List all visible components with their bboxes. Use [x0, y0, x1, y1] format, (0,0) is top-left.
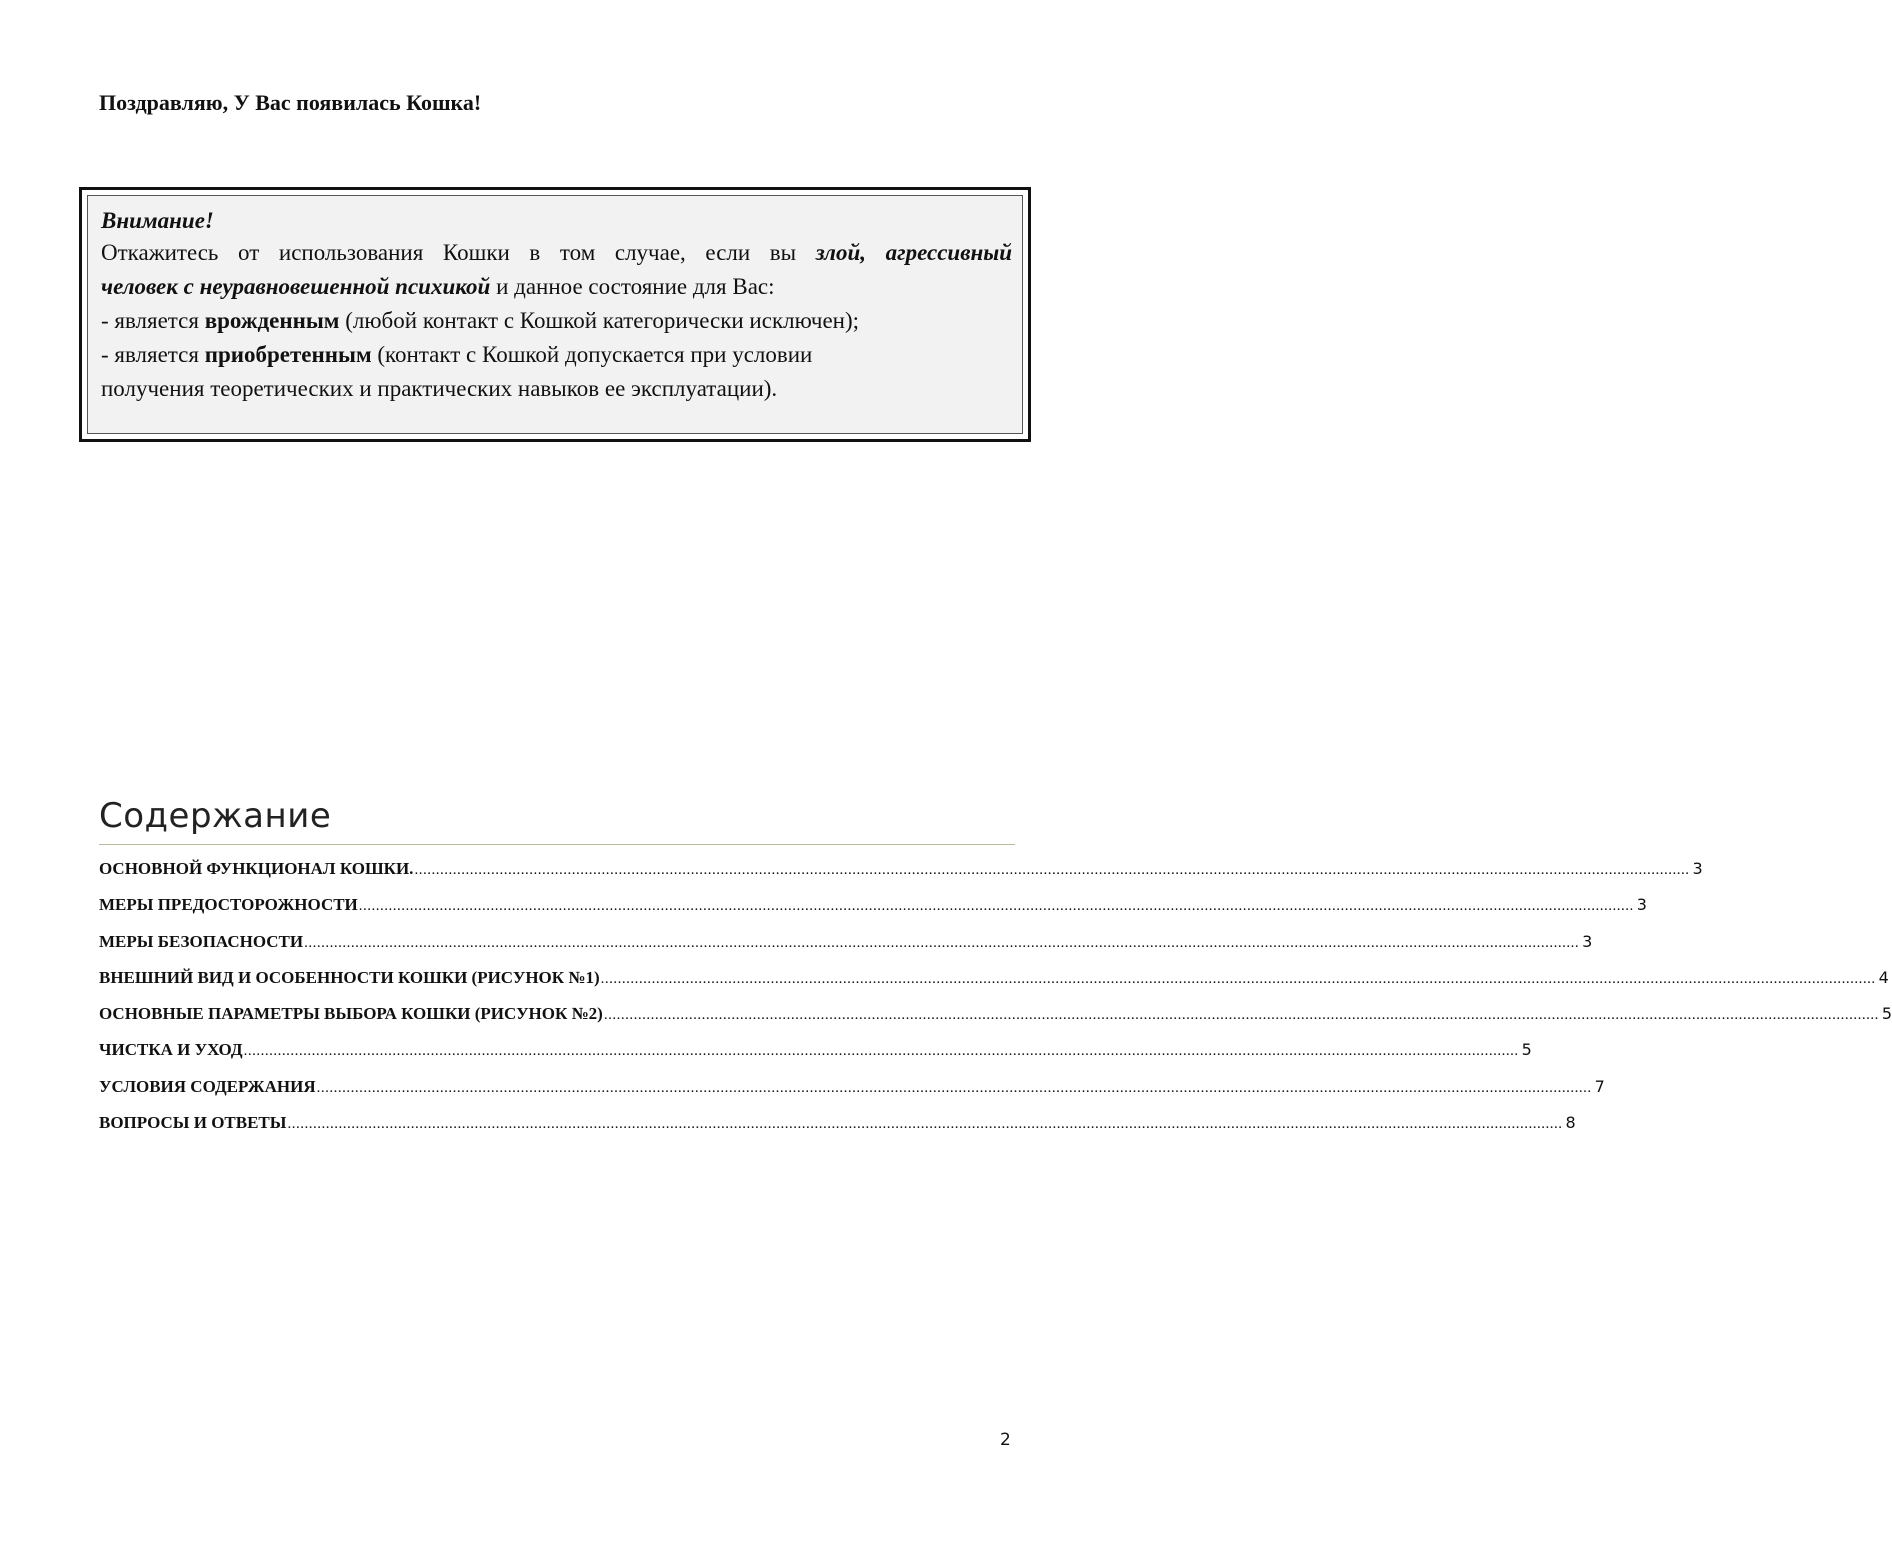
warning-box	[79, 187, 1031, 442]
warning-line-1-text: Откажитесь от использования Кошки в том случае, если вы	[101, 240, 816, 265]
toc-entry[interactable]	[99, 1033, 1532, 1069]
warning-title: Внимание!	[101, 208, 214, 233]
toc-entry-label: МЕРЫ БЕЗОПАСНОСТИ	[99, 931, 304, 951]
warning-line-2	[101, 270, 1012, 304]
warning-line-1	[101, 236, 1012, 270]
toc-entry-label: ВОПРОСЫ И ОТВЕТЫ	[99, 1113, 287, 1133]
toc-entry[interactable]	[99, 961, 1889, 997]
toc-entry[interactable]	[99, 1070, 1605, 1106]
warning-line-3-text: (любой контакт с Кошкой категорически исключен);	[339, 308, 860, 333]
warning-line-3-prefix: - является	[101, 308, 205, 333]
warning-box-inner	[87, 195, 1023, 434]
warning-line-4-bold: приобретенным	[204, 342, 372, 367]
toc-entry[interactable]	[99, 925, 1593, 961]
toc-entry-label: ОСНОВНОЙ ФУНКЦИОНАЛ КОШКИ.	[99, 859, 414, 878]
toc-entry-leader: ............................................................................................................................................................................................................................................................................................................	[358, 898, 1634, 915]
toc-entry[interactable]	[99, 997, 1892, 1033]
toc-entry-page: 3	[1636, 895, 1647, 915]
page-number: 2	[1000, 1430, 1011, 1450]
toc-entry-label: МЕРЫ ПРЕДОСТОРОЖНОСТИ	[99, 895, 358, 915]
toc-entry[interactable]	[99, 888, 1647, 924]
warning-line-2-emphasis: человек с неуравновешенной психикой	[101, 274, 491, 299]
toc-entry[interactable]	[99, 1106, 1576, 1142]
toc-entry-leader: ............................................................................................................................................................................................................................................................................................................	[603, 1007, 1879, 1024]
warning-line-2-text: и данное состояние для Вас:	[490, 274, 775, 299]
toc-entry-page: 7	[1594, 1076, 1605, 1096]
toc-entry-label: ОСНОВНЫЕ ПАРАМЕТРЫ ВЫБОРА КОШКИ (РИСУНОК №2)	[99, 1004, 603, 1024]
toc-entry-leader: ............................................................................................................................................................................................................................................................................................................	[304, 934, 1580, 951]
toc-entry-leader: ............................................................................................................................................................................................................................................................................................................	[414, 862, 1690, 878]
toc-entry-leader: ............................................................................................................................................................................................................................................................................................................	[316, 1079, 1592, 1096]
toc-entry-page: 3	[1692, 859, 1703, 878]
toc-entry-label: УСЛОВИЯ СОДЕРЖАНИЯ	[99, 1076, 316, 1096]
toc-entry-page: 4	[1878, 967, 1889, 987]
toc-entry-page: 5	[1881, 1004, 1892, 1024]
toc-entry-page: 3	[1582, 931, 1593, 951]
toc-entry-page: 8	[1565, 1113, 1576, 1133]
toc-entry-page: 5	[1521, 1040, 1532, 1060]
toc-entry[interactable]	[99, 852, 1703, 888]
warning-line-4	[101, 338, 1012, 372]
toc-entry-label: ВНЕШНИЙ ВИД И ОСОБЕННОСТИ КОШКИ (РИСУНОК №1)	[99, 967, 600, 987]
toc-entry-leader: ............................................................................................................................................................................................................................................................................................................	[287, 1116, 1563, 1133]
toc-entry-leader: ............................................................................................................................................................................................................................................................................................................	[600, 970, 1876, 987]
toc-divider	[99, 844, 1015, 845]
warning-line-3	[101, 304, 1012, 338]
warning-line-1-emphasis: злой, агрессивный	[815, 240, 1012, 265]
toc-title: Содержание	[99, 796, 332, 836]
page-heading: Поздравляю, У Вас появилась Кошка!	[99, 90, 482, 115]
toc-entry-leader: ............................................................................................................................................................................................................................................................................................................	[243, 1043, 1519, 1060]
toc-list	[99, 852, 1892, 1142]
warning-line-4-text: (контакт с Кошкой допускается при условии	[371, 342, 813, 367]
warning-line-3-bold: врожденным	[204, 308, 340, 333]
warning-line-4-prefix: - является	[101, 342, 205, 367]
warning-line-5: получения теоретических и практических навыков ее эксплуатации).	[101, 376, 778, 401]
toc-entry-label: ЧИСТКА И УХОД	[99, 1040, 243, 1060]
